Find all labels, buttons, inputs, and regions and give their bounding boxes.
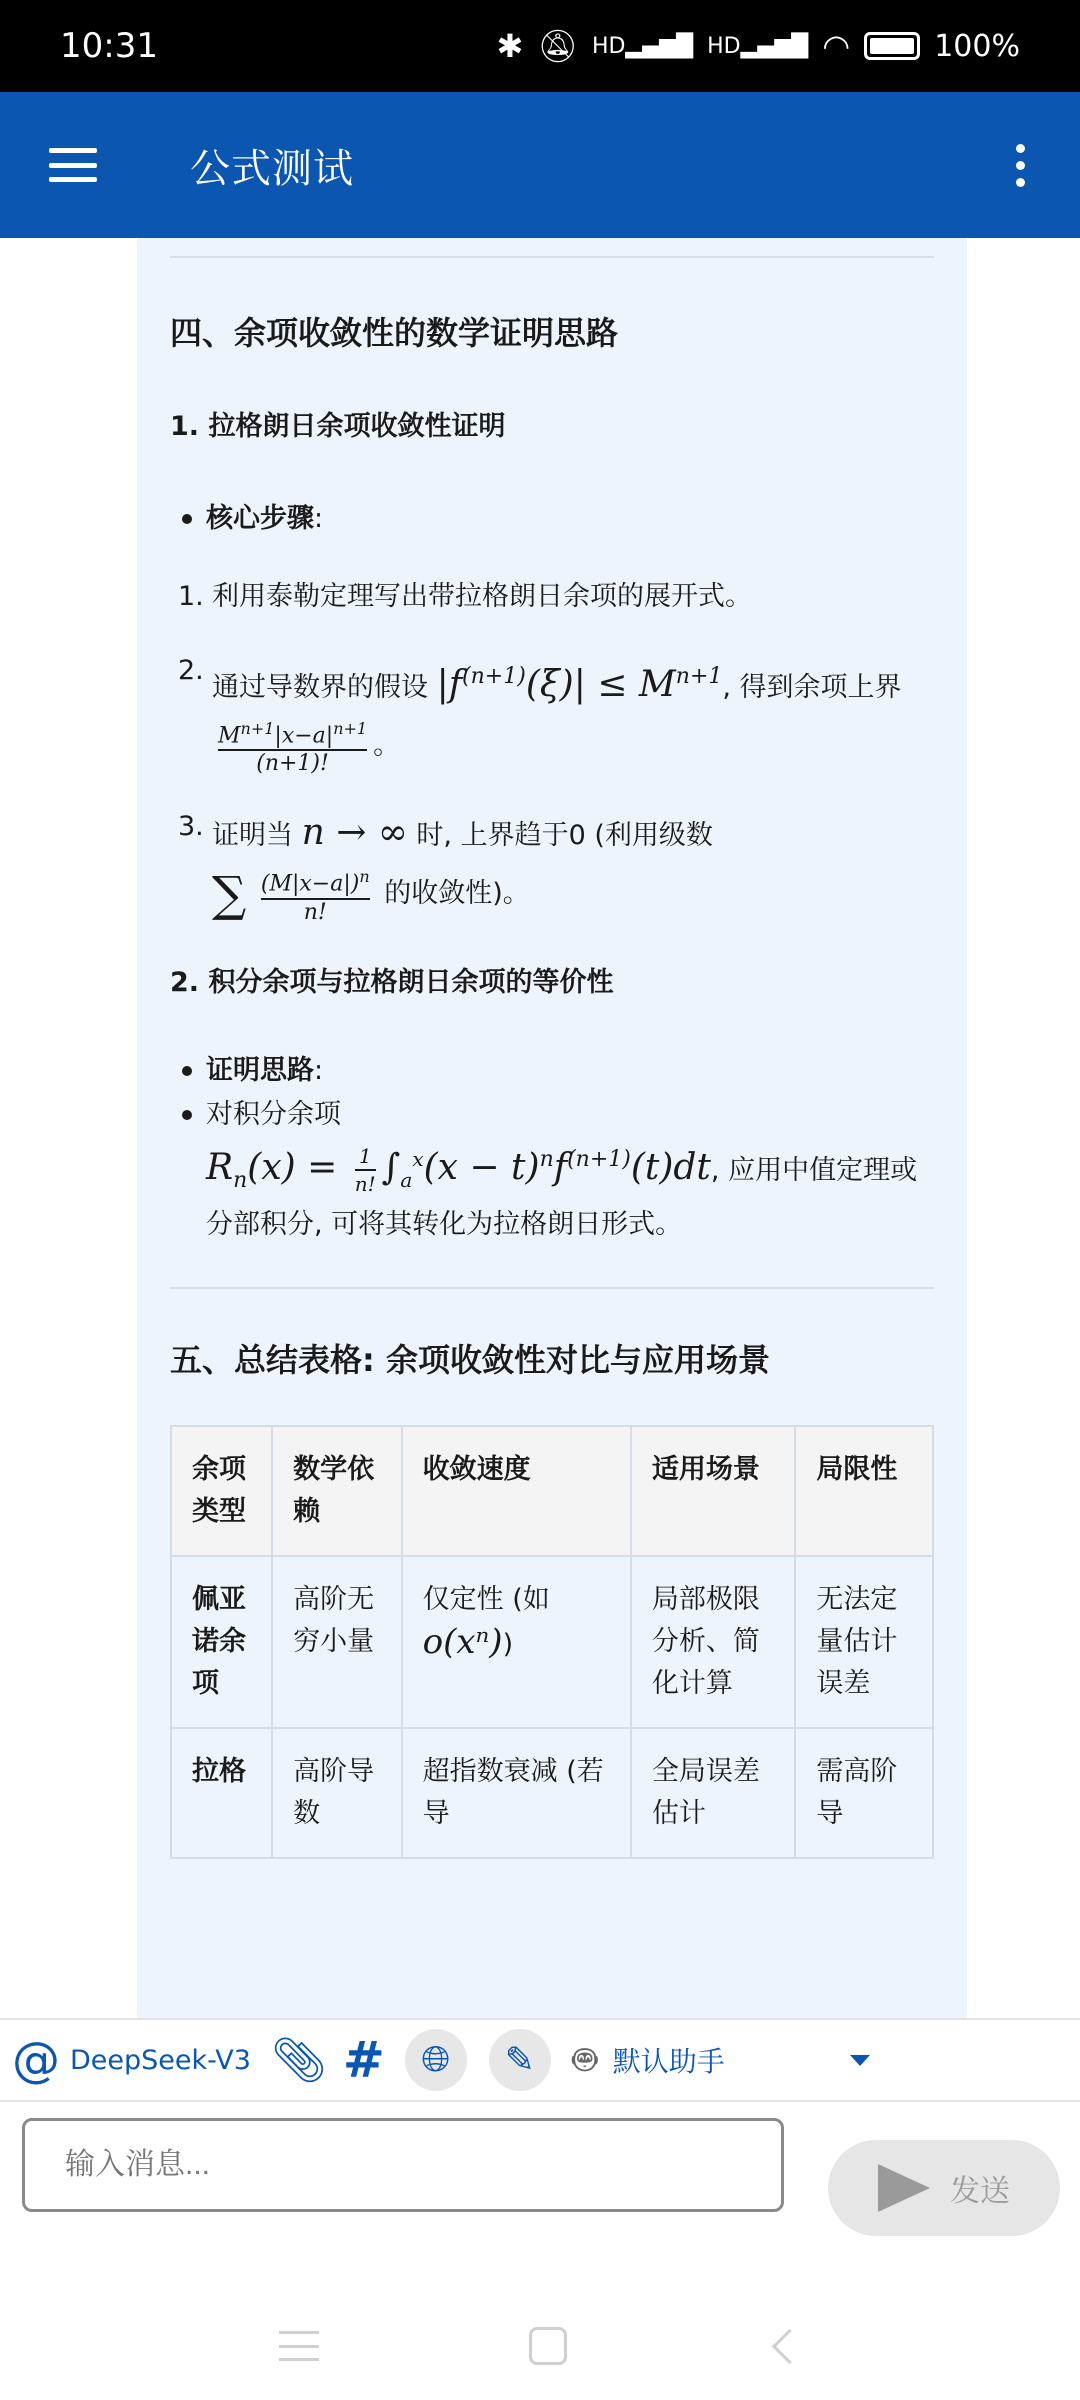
- subsection-heading-2: 2. 积分余项与拉格朗日余项的等价性: [170, 966, 614, 998]
- app-bar: [0, 92, 1080, 238]
- wifi-icon: ◠: [822, 27, 851, 65]
- composer: [0, 2102, 1080, 2292]
- table-cell: 超指数衰减 (若导: [402, 1728, 631, 1858]
- table-cell: 局部极限分析、简化计算: [631, 1556, 796, 1728]
- section-heading-5: 五、总结表格: 余项收敛性对比与应用场景: [170, 1340, 770, 1379]
- more-vert-icon: [1016, 144, 1025, 153]
- composer-toolbar: [0, 2018, 1080, 2102]
- list-item: 2. 通过导数界的假设 $|f^{(n+1)}(\xi)| \le M^{n+1}$, 得到余项上界 $\frac{M^{n+1}|x-a|^{n+1}}{(n+1)!}$ 。: [178, 655, 902, 777]
- series-term-fraction: $\frac{(M|x-a|)^n}{n!}$: [260, 867, 370, 925]
- table-cell: 高阶导数: [272, 1728, 401, 1858]
- hashtag-icon: #: [342, 2031, 385, 2089]
- at-icon: @: [12, 2032, 60, 2088]
- status-time: 10:31: [60, 26, 158, 66]
- eraser-icon: ✎: [504, 2039, 535, 2081]
- core-steps-label: 核心步骤: [206, 503, 314, 534]
- table-cell: 拉格: [171, 1728, 272, 1858]
- list-item: 1. 利用泰勒定理写出带拉格朗日余项的展开式。: [178, 575, 934, 619]
- table-header: 数学依赖: [272, 1426, 401, 1556]
- mute-icon: 🔕︎: [537, 27, 578, 65]
- message-scroll-area[interactable]: [0, 238, 1080, 2018]
- battery-level: 100%: [934, 28, 1020, 64]
- status-icons: [497, 27, 1020, 65]
- list-item: 证明思路:: [182, 1049, 934, 1093]
- proof-label: 证明思路: [206, 1054, 314, 1086]
- table-cell: 无法定量估计误差: [795, 1556, 933, 1728]
- step-1-text: 利用泰勒定理写出带拉格朗日余项的展开式。: [212, 581, 752, 612]
- divider: [170, 1287, 934, 1289]
- battery-icon: [864, 32, 920, 60]
- paperclip-icon: 📎︎: [270, 2035, 327, 2086]
- list-item: 3. 证明当 n → ∞ 时, 上界趋于0 (利用级数 ∑ $\frac{(M|x-a|)^n}{n!}$ 的收敛性)。: [178, 811, 713, 925]
- dropdown-caret-icon: [850, 2055, 870, 2066]
- eraser-button[interactable]: [489, 2029, 551, 2091]
- integral-remainder-formula: $R_n(x)$ = $\frac{1}{n!}$ $\int_a^x(x - t)^nf^{(n+1)}(t)dt$: [206, 1143, 711, 1196]
- signal-hd-icon-2: HD▂▄▆█: [707, 33, 809, 59]
- table-header: 收敛速度: [402, 1426, 631, 1556]
- table-header: 余项类型: [171, 1426, 272, 1556]
- nav-recents-button[interactable]: [279, 2331, 319, 2361]
- list-item: 核心步骤:: [182, 497, 934, 541]
- summary-table: [170, 1425, 934, 1859]
- nav-home-button[interactable]: [529, 2327, 567, 2365]
- assistant-name: 默认助手: [612, 2045, 725, 2078]
- web-search-button[interactable]: [405, 2029, 467, 2091]
- assistant-message-card: [137, 238, 967, 2018]
- table-cell: 高阶无穷小量: [272, 1556, 401, 1728]
- sum-symbol: ∑: [212, 866, 247, 923]
- send-icon: [878, 2164, 930, 2212]
- model-name: DeepSeek-V3: [70, 2044, 251, 2076]
- derivative-bound-formula: $|f^{(n+1)}(\xi)| \le M^{n+1}$: [436, 664, 723, 705]
- subsection-heading-1: 1. 拉格朗日余项收敛性证明: [170, 411, 506, 442]
- remainder-bound-fraction: $\frac{M^{n+1}|x-a|^{n+1}}{(n+1)!}$: [218, 719, 368, 777]
- list-item: 对积分余项 $R_n(x)$ = $\frac{1}{n!}$ $\int_a^x(x - t)^nf^{(n+1)}(t)dt$, 应用中值定理或分部积分, 可将其转化为拉格朗日形式。: [182, 1093, 934, 1247]
- bluetooth-icon: ✱: [496, 27, 524, 65]
- limit-formula: n → ∞: [301, 812, 408, 854]
- attach-button[interactable]: [271, 2034, 327, 2086]
- table-header: 局限性: [795, 1426, 933, 1556]
- signal-hd-icon: HD▂▄▆█: [591, 33, 694, 59]
- message-input[interactable]: [22, 2118, 784, 2212]
- model-selector[interactable]: [12, 2032, 271, 2088]
- menu-button[interactable]: [0, 92, 146, 238]
- table-cell: 仅定性 (如o(xⁿ)): [402, 1556, 631, 1728]
- status-bar: [0, 0, 1080, 92]
- system-nav-bar: [0, 2292, 1080, 2400]
- robot-icon: 🤖︎: [572, 2036, 597, 2083]
- assistant-selector[interactable]: [573, 2032, 1080, 2089]
- send-label: 发送: [950, 2174, 1010, 2209]
- table-row: [171, 1728, 933, 1858]
- divider: [170, 256, 934, 258]
- globe-icon: 🌐︎: [421, 2039, 451, 2080]
- table-header: 适用场景: [631, 1426, 796, 1556]
- hashtag-button[interactable]: [343, 2031, 385, 2089]
- nav-back-button[interactable]: [771, 2328, 806, 2363]
- table-row: [171, 1556, 933, 1728]
- table-cell: 佩亚诺余项: [171, 1556, 272, 1728]
- section-heading-4: 四、余项收敛性的数学证明思路: [170, 314, 619, 352]
- table-cell: 需高阶导: [795, 1728, 933, 1858]
- send-button[interactable]: [828, 2140, 1060, 2236]
- hamburger-icon: [49, 148, 97, 182]
- table-cell: 全局误差估计: [631, 1728, 796, 1858]
- table-header-row: [171, 1426, 933, 1556]
- page-title: 公式测试: [190, 145, 354, 192]
- more-options-button[interactable]: [980, 92, 1060, 238]
